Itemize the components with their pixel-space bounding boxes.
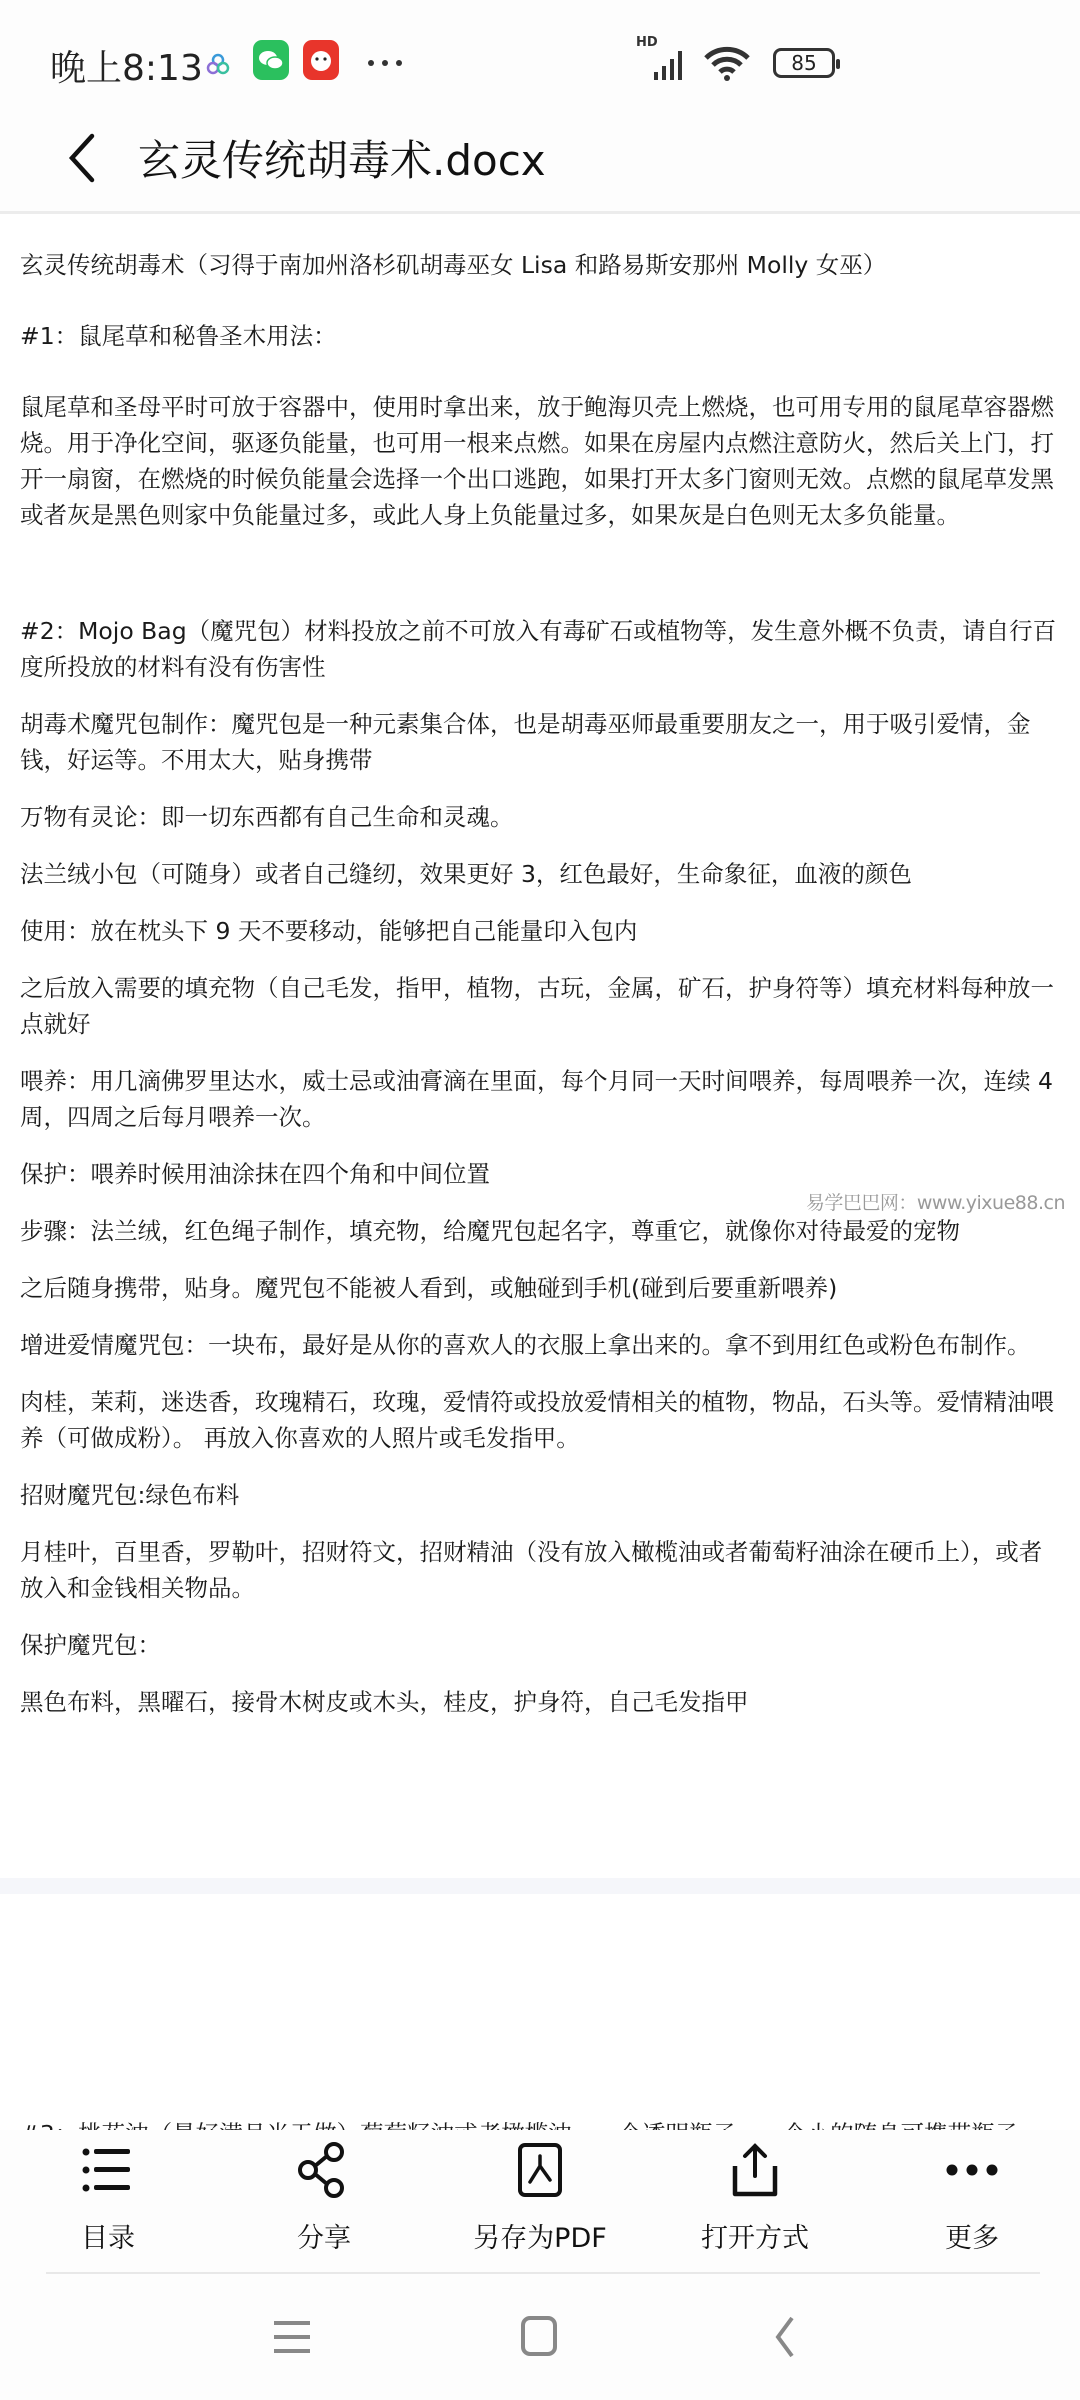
more-notifications-icon	[366, 58, 406, 68]
paragraph: 鼠尾草和圣母平时可放于容器中，使用时拿出来，放于鲍海贝壳上燃烧，也可用专用的鼠尾草容器燃烧。用于净化空间，驱逐负能量，也可用一根来点燃。如果在房屋内点燃注意防火，然后关上门，打开一扇窗，在燃烧的时候负能量会选择一个出口逃跑，如果打开太多门窗则无效。点燃的鼠尾草发黑或者灰是黑色则家中负能量过多，或此人身上负能量过多，如果灰是白色则无太多负能量。	[20, 393, 1054, 529]
share-label: 分享	[297, 2223, 351, 2254]
watermark: 易学巴巴网：www.yixue88.cn	[805, 1192, 1065, 1214]
document-title: 玄灵传统胡毒术.docx	[138, 136, 546, 185]
toolbar-divider	[46, 2272, 1040, 2274]
paragraph: 喂养：用几滴佛罗里达水，威士忌或油膏滴在里面，每个月同一天时间喂养，每周喂养一次，连续 4 周，四周之后每月喂养一次。	[20, 1067, 1053, 1131]
doc-heading: 玄灵传统胡毒术（习得于南加州洛杉矶胡毒巫女 Lisa 和路易斯安那州 Molly 女巫）	[20, 251, 887, 279]
more-label: 更多	[945, 2223, 999, 2254]
paragraph: 之后放入需要的填充物（自己毛发，指甲，植物，古玩，金属，矿石，护身符等）填充材料每种放一点就好	[20, 974, 1054, 1038]
document-page	[20, 247, 1065, 1741]
home-icon[interactable]	[520, 2315, 560, 2359]
paragraph: 增进爱情魔咒包：一块布，最好是从你的喜欢人的衣服上拿出来的。拿不到用红色或粉色布制作。	[20, 1331, 1031, 1359]
share-button[interactable]	[234, 2142, 414, 2255]
share-icon	[294, 2142, 354, 2198]
pdf-icon	[510, 2142, 570, 2198]
app-header	[0, 120, 1080, 214]
upload-share-icon	[725, 2142, 785, 2198]
status-time: 晚上8:13	[50, 48, 203, 89]
paragraph: 法兰绒小包（可随身）或者自己缝纫，效果更好 3，红色最好，生命象征，血液的颜色	[20, 860, 912, 888]
system-navigation-bar	[0, 2275, 1080, 2400]
list-icon	[78, 2142, 138, 2198]
paragraph: 使用：放在枕头下 9 天不要移动，能够把自己能量印入包内	[20, 917, 638, 945]
toc-button[interactable]	[18, 2142, 198, 2255]
paragraph: 步骤：法兰绒，红色绳子制作，填充物，给魔咒包起名字，尊重它，就像你对待最爱的宠物	[20, 1217, 960, 1245]
back-nav-icon[interactable]	[770, 2315, 800, 2359]
paragraph: 保护：喂养时候用油涂抹在四个角和中间位置	[20, 1160, 490, 1188]
status-bar	[0, 0, 1080, 120]
paragraph: 招财魔咒包:绿色布料	[20, 1481, 240, 1509]
save-as-pdf-label: 另存为PDF	[473, 2223, 607, 2254]
paragraph: 胡毒术魔咒包制作：魔咒包是一种元素集合体，也是胡毒巫师最重要朋友之一，用于吸引爱情，金钱，好运等。不用太大，贴身携带	[20, 710, 1031, 774]
network-type: HD	[636, 35, 658, 50]
paragraph: 月桂叶，百里香，罗勒叶，招财符文，招财精油（没有放入橄榄油或者葡萄籽油涂在硬币上），或者放入和金钱相关物品。	[20, 1538, 1043, 1602]
bottom-toolbar	[0, 2130, 1080, 2273]
paragraph: 保护魔咒包：	[20, 1631, 161, 1659]
more-dots-icon	[942, 2142, 1002, 2198]
recent-apps-icon[interactable]	[272, 2317, 312, 2357]
wifi-icon	[702, 44, 752, 84]
open-with-button[interactable]	[665, 2142, 845, 2255]
open-with-label: 打开方式	[701, 2223, 809, 2254]
more-button[interactable]	[882, 2142, 1062, 2255]
page-break	[0, 1878, 1080, 1894]
toc-label: 目录	[81, 2223, 135, 2254]
save-as-pdf-button[interactable]	[450, 2142, 630, 2255]
paragraph: 万物有灵论：即一切东西都有自己生命和灵魂。	[20, 803, 514, 831]
paragraph: 黑色布料，黑曜石，接骨木树皮或木头，桂皮，护身符，自己毛发指甲	[20, 1688, 749, 1716]
paragraph: 之后随身携带，贴身。魔咒包不能被人看到，或触碰到手机(碰到后要重新喂养)	[20, 1274, 838, 1302]
cloud-app-icon	[207, 54, 229, 74]
signal-icon	[636, 36, 692, 86]
section-heading: #1：鼠尾草和秘鲁圣木用法：	[20, 322, 337, 350]
paragraph: 肉桂，茉莉，迷迭香，玫瑰精石，玫瑰，爱情符或投放爱情相关的植物，物品，石头等。爱情精油喂养（可做成粉）。 再放入你喜欢的人照片或毛发指甲。	[20, 1388, 1054, 1452]
document-viewer[interactable]	[0, 214, 1080, 2130]
section-heading: #2：Mojo Bag（魔咒包）材料投放之前不可放入有毒矿石或植物等，发生意外概不负责，请自行百度所投放的材料有没有伤害性	[20, 617, 1057, 681]
back-arrow-icon[interactable]	[62, 128, 102, 188]
battery-indicator: 85	[773, 48, 835, 78]
red-app-icon	[303, 40, 339, 80]
wechat-icon	[253, 40, 289, 80]
